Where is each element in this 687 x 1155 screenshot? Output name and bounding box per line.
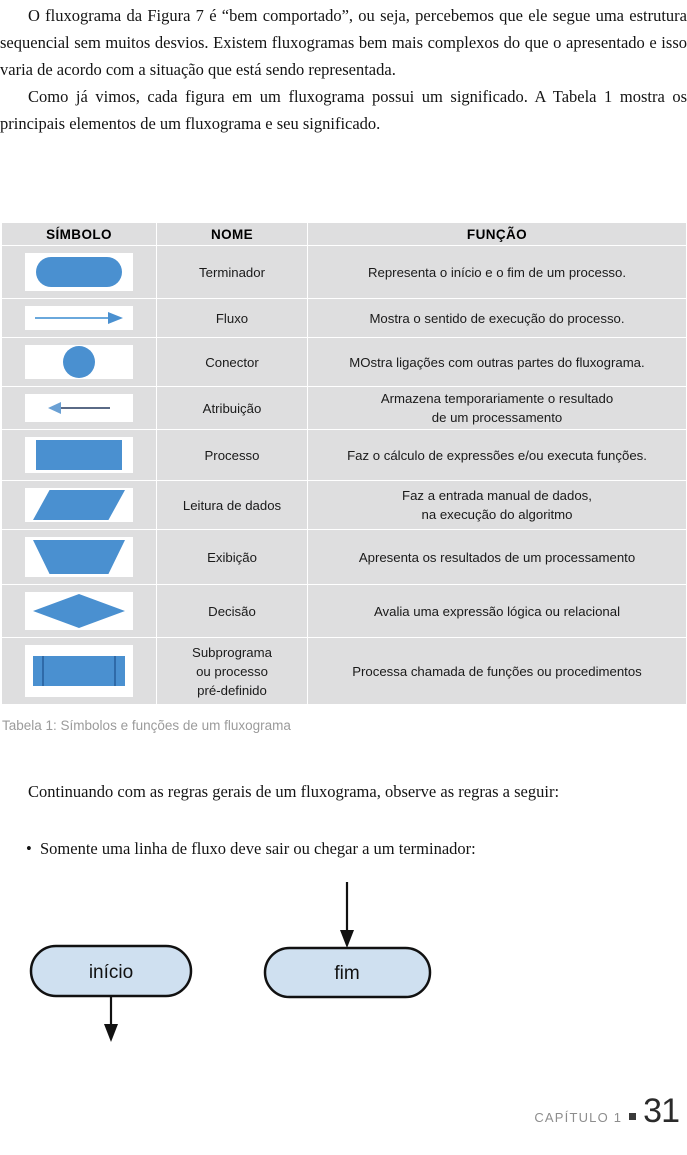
decision-diamond-shape-icon [33, 594, 125, 628]
symbol-swatch [25, 537, 133, 577]
table-header-row [2, 223, 686, 245]
symbol-name-cell: Conector [157, 338, 307, 386]
symbol-function-cell: MOstra ligações com outras partes do fluxograma. [308, 338, 686, 386]
intro-paragraph-2: Como já vimos, cada figura em um fluxograma possui um significado. A Tabela 1 mostra os principais elementos de um fluxograma e seu significado. [0, 87, 687, 133]
process-rectangle-shape-icon [36, 440, 122, 470]
subprogram-shape-icon [33, 656, 125, 686]
symbol-name-cell: Subprograma ou processo pré-definido [157, 638, 307, 704]
data-parallelogram-shape-icon [33, 490, 125, 520]
page-number: 31 [643, 1092, 679, 1130]
terminator-shape-icon [36, 257, 122, 287]
assignment-arrow-shape-icon [48, 402, 110, 414]
symbol-name-cell: Exibição [157, 530, 307, 584]
table-row [2, 530, 686, 584]
table-row [2, 299, 686, 337]
table-row [2, 481, 686, 529]
symbol-function-cell: Avalia uma expressão lógica ou relacional [308, 585, 686, 637]
table-row [2, 430, 686, 480]
symbol-name-cell: Atribuição [157, 387, 307, 429]
table-row [2, 638, 686, 704]
flowchart-symbols-table [1, 222, 687, 705]
symbol-cell [2, 338, 156, 386]
symbol-function-cell: Apresenta os resultados de um processamento [308, 530, 686, 584]
symbol-swatch [25, 592, 133, 630]
symbol-function-cell: Armazena temporariamente o resultado de um processamento [308, 387, 686, 429]
column-header-symbol: SÍMBOLO [2, 223, 156, 245]
square-bullet-icon [629, 1113, 636, 1120]
symbol-name-cell: Leitura de dados [157, 481, 307, 529]
start-terminator-label: início [88, 962, 134, 983]
symbol-cell [2, 387, 156, 429]
intro-paragraph-1: O fluxograma da Figura 7 é “bem comportado”, ou seja, percebemos que ele segue uma estrutura sequencial sem muitos desvios. Existem fluxogramas bem mais complexos do que o apresentado e isso varia de acordo com a situação que está sendo representada. [0, 6, 687, 79]
symbol-cell [2, 299, 156, 337]
connector-circle-shape-icon [63, 346, 95, 378]
symbol-cell [2, 246, 156, 298]
table-row [2, 585, 686, 637]
symbol-cell [2, 530, 156, 584]
end-incoming-arrowhead-icon [340, 930, 354, 948]
end-terminator-label: fim [334, 963, 360, 984]
symbol-cell [2, 638, 156, 704]
column-header-function: FUNÇÃO [308, 223, 686, 245]
table-row [2, 338, 686, 386]
symbol-cell [2, 430, 156, 480]
rule-bullet-text: Somente uma linha de fluxo deve sair ou chegar a um terminador: [40, 839, 476, 858]
table-row [2, 387, 686, 429]
start-outgoing-arrowhead-icon [104, 1024, 118, 1042]
terminator-rule-figure [0, 862, 687, 1062]
symbol-swatch [25, 488, 133, 522]
symbol-name-cell: Terminador [157, 246, 307, 298]
symbol-function-cell: Processa chamada de funções ou procedimentos [308, 638, 686, 704]
symbol-swatch [25, 253, 133, 291]
symbol-name-cell: Fluxo [157, 299, 307, 337]
rules-paragraph: Continuando com as regras gerais de um fluxograma, observe as regras a seguir: [28, 782, 560, 801]
bullet-marker-icon: • [26, 839, 32, 858]
column-header-name: NOME [157, 223, 307, 245]
rule-bullet-item [0, 836, 687, 862]
display-trapezoid-shape-icon [33, 540, 125, 574]
footer-chapter-label: CAPÍTULO 1 [534, 1110, 623, 1125]
symbol-name-cell: Processo [157, 430, 307, 480]
symbol-cell [2, 585, 156, 637]
symbol-function-cell: Faz o cálculo de expressões e/ou executa funções. [308, 430, 686, 480]
symbol-swatch [25, 345, 133, 379]
flow-arrow-shape-icon [35, 312, 123, 324]
table-row [2, 246, 686, 298]
symbol-cell [2, 481, 156, 529]
symbol-swatch [25, 645, 133, 697]
rules-text-block [0, 778, 687, 805]
symbol-swatch [25, 306, 133, 330]
symbol-function-cell: Faz a entrada manual de dados, na execução do algoritmo [308, 481, 686, 529]
symbol-swatch [25, 394, 133, 422]
intro-text-block [0, 2, 687, 137]
symbol-name-cell: Decisão [157, 585, 307, 637]
table-caption: Tabela 1: Símbolos e funções de um fluxograma [2, 718, 291, 733]
page-footer [534, 1092, 679, 1131]
symbol-function-cell: Representa o início e o fim de um processo. [308, 246, 686, 298]
symbol-function-cell: Mostra o sentido de execução do processo. [308, 299, 686, 337]
symbol-swatch [25, 437, 133, 473]
